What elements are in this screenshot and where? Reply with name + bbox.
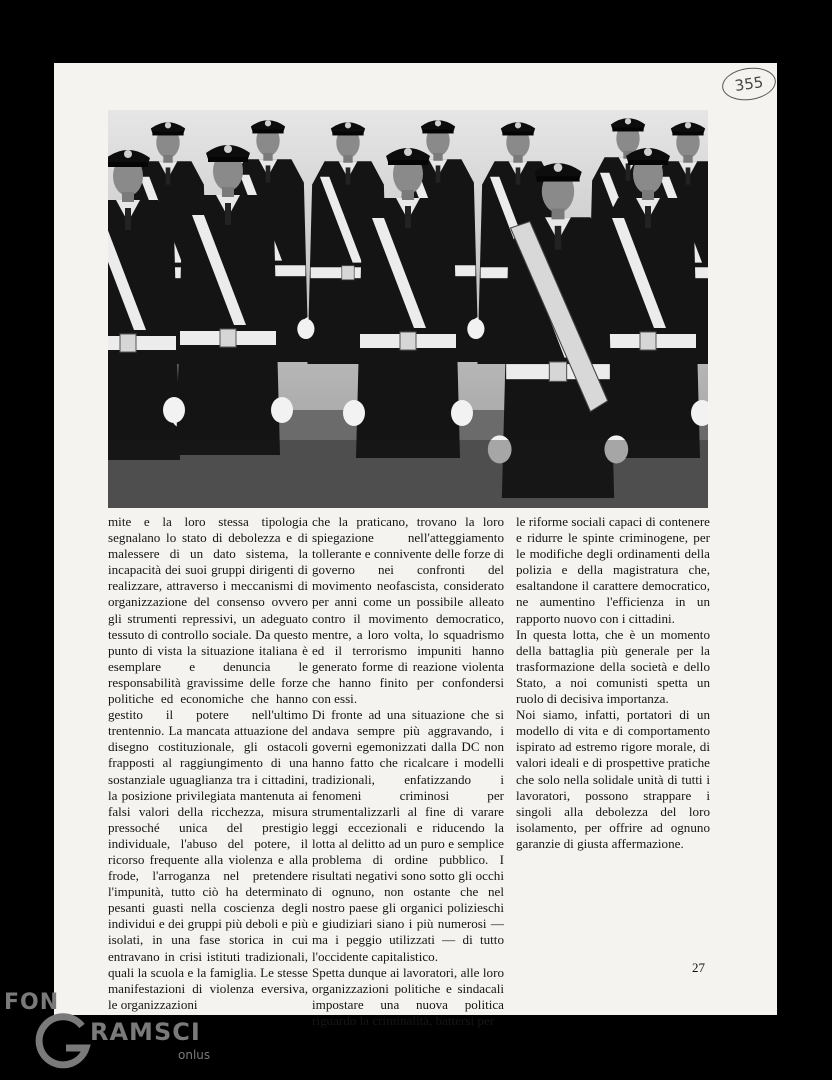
paragraph: In questa lotta, che è un momento della battaglia più generale per la trasformazione della società e dello Stato, a noi comunisti spetta un ruolo di decisiva importanza. xyxy=(516,626,710,707)
page-number: 27 xyxy=(692,960,705,975)
logo-top-text: FON xyxy=(4,990,60,1015)
photo-uniformed-officers xyxy=(108,110,708,508)
logo-main-text: RAMSCI xyxy=(90,1018,201,1046)
paragraph: Noi siamo, infatti, portatori di un modello di vita e di comportamento ispirato ad estremo rigore morale, di valori ideali e di prospettive pratiche che solo nella solidale unità di tutti i lavoratori, possono strappare i singoli alla debolezza del loro isolamento, per offrire ad ognuno garanzie di giusta affermazione. xyxy=(516,707,710,851)
paragraph: Spetta dunque ai lavoratori, alle loro organizzazioni politiche e sindacali impostare una nuova politica riguardo la criminalità, battersi per xyxy=(312,964,504,1028)
archive-number: 355 xyxy=(720,64,778,103)
paragraph: che la praticano, trovano la loro spiegazione nell'atteggiamento tollerante e connivente delle forze di governo nei confronti del movimento neofascista, considerato per anni come un possibile alleato contro il movimento democratico, mentre, a loro volta, lo squadrismo ed il terrorismo impuniti hanno generato forme di reazione violenta che hanno finito per confondersi con essi. xyxy=(312,514,504,707)
logo-sub-text: onlus xyxy=(178,1048,211,1062)
paragraph: mite e la loro stessa tipologia segnalano lo stato di debolezza e di malessere di un dato sistema, la incapacità dei suoi gruppi dirigenti di realizzare, attraverso i meccanismi di organizzazione del consenso ovvero gli strumenti repressivi, un adeguato tessuto di controllo sociale. Da questo punto di vista la situazione italiana è esemplare e denuncia le responsabilità gravissime delle forze politiche ed economiche che hanno gestito il potere nell'ultimo trentennio. La mancata attuazione del disegno costituzionale, gli ostacoli frapposti al raggiungimento di una sostanziale uguaglianza tra i cittadini, la posizione privilegiata mantenuta ai falsi valori della ricchezza, misura pressoché unica del prestigio individuale, l'abuso del potere, il ricorso frequente alla violenza e alla frode, l'arroganza nel pretendere l'impunità, tutto ciò ha determinato pesanti guasti nella coscienza degli individui e dei gruppi più deboli e più isolati, in una fase storica in cui entravano in crisi istituti tradizionali, quali la scuola e la famiglia. Le stesse manifestazioni di violenza eversiva, le organizzazioni xyxy=(108,514,308,1012)
text-column-1 xyxy=(108,514,308,1013)
logo-g-icon xyxy=(34,1012,94,1072)
paragraph: le riforme sociali capaci di contenere e ridurre le spinte criminogene, per le modifiche degli ordinamenti della polizia e della magistratura che, esaltandone il carattere democratico, ne aumentino l'efficienza in un rapporto nuovo con i cittadini. xyxy=(516,514,710,626)
paragraph: Di fronte ad una situazione che si andava sempre più aggravando, i governi egemonizzati dalla DC non hanno fatto che ricalcare i modelli tradizionali, enfatizzando i fenomeni criminosi per strumentalizzarli al fine di varare leggi eccezionali e riducendo la lotta al delitto ad un puro e semplice problema di ordine pubblico. I risultati negativi sono sotto gli occhi di ognuno, non ostante che nel nostro paese gli organici polizieschi e giudiziari siano i più numerosi — ma i peggio utilizzati — di tutto l'occidente capitalistico. xyxy=(312,707,504,964)
text-column-3 xyxy=(516,514,710,852)
parade-photo-illustration xyxy=(108,110,708,508)
fondazione-gramsci-logo xyxy=(0,990,260,1080)
text-column-2 xyxy=(312,514,504,1029)
